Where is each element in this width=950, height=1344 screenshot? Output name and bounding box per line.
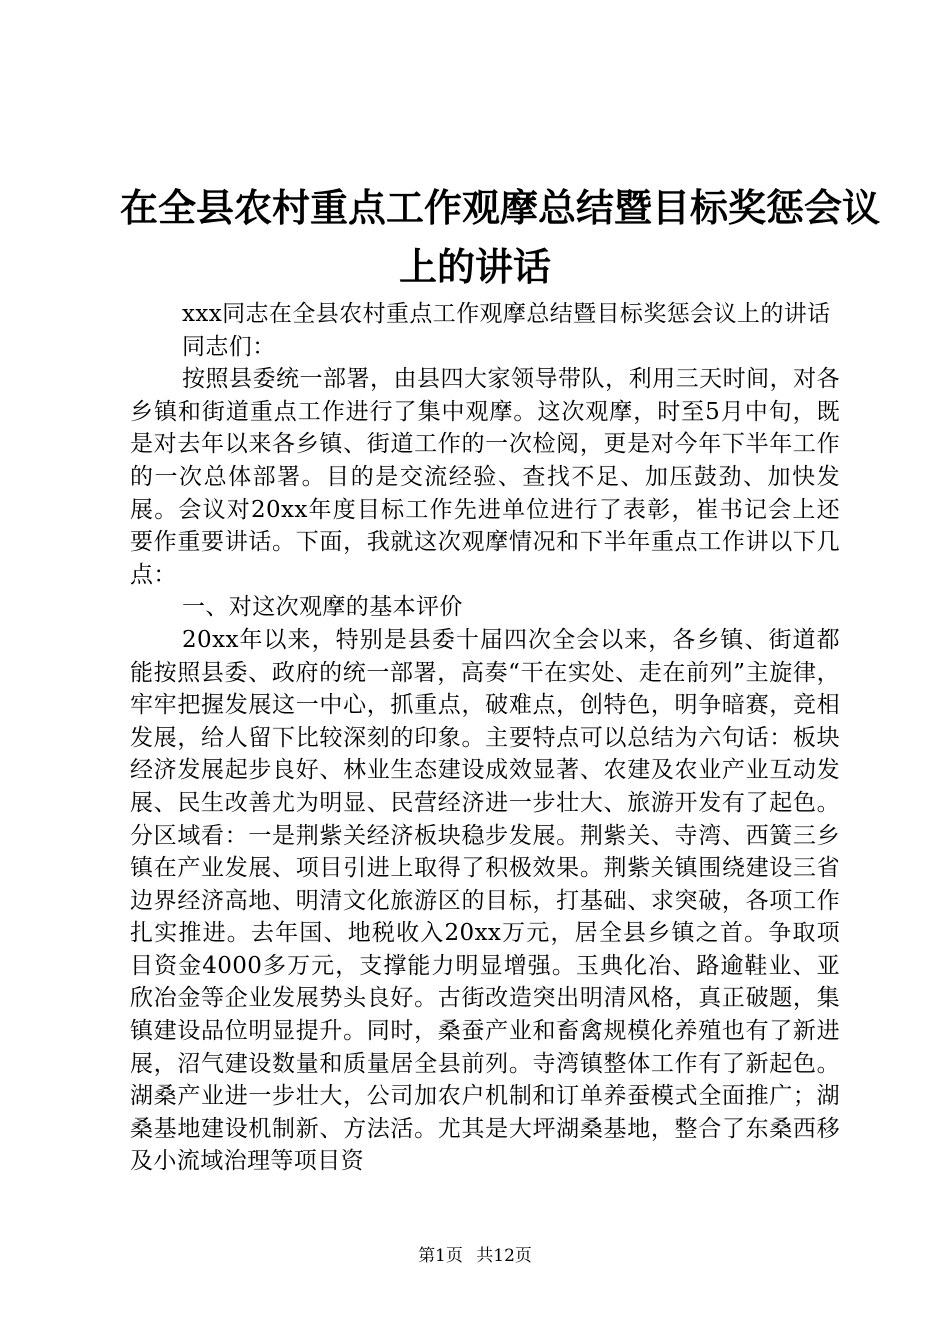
- paragraph-salutation: 同志们：: [182, 333, 276, 360]
- document-title-line-2: 上的讲话: [398, 245, 551, 289]
- page-footer: [0, 1245, 950, 1267]
- paragraph-evaluation: 20xx年以来，特别是县委十届四次全会以来，各乡镇、街道都能按照县委、政府的统一部署，高奏“干在实处、走在前列”主旋律，牢牢把握发展这一中心，抓重点，破难点，创特色，明争暗赛，竞相发展，给人留下比较深刻的印象。主要特点可以总结为六句话：板块经济发展起步良好、林业生态建设成效显著、农建及农业产业互动发展、民生改善尤为明显、民营经济进一步壮大、旅游开发有了起色。分区域看：一是荆紫关经济板块稳步发展。荆紫关、寺湾、西簧三乡镇在产业发展、项目引进上取得了积极效果。荆紫关镇围绕建设三省边界经济高地、明清文化旅游区的目标，打基础、求突破，各项工作扎实推进。去年国、地税收入20xx万元，居全县乡镇之首。争取项目资金4000多万元，支撑能力明显增强。玉典化冶、路逾鞋业、亚欣冶金等企业发展势头良好。古街改造突出明清风格，真正破题，集镇建设品位明显提升。同时，桑蚕产业和畜禽规模化养殖也有了新进展，沼气建设数量和质量居全县前列。寺湾镇整体工作有了新起色。湖桑产业进一步壮大，公司加农户机制和订单养蚕模式全面推广；湖桑基地建设机制新、方法活。尤其是大坪湖桑基地，整合了东桑西移及小流域治理等项目资: [130, 626, 840, 1175]
- paragraph-subtitle: xxx同志在全县农村重点工作观摩总结暨目标奖惩会议上的讲话: [182, 301, 831, 327]
- section-heading: 一、对这次观摩的基本评价: [182, 594, 463, 621]
- page-total: 共12页: [476, 1246, 532, 1266]
- document-title-line-1: 在全县农村重点工作观摩总结暨目标奖惩会议: [120, 186, 881, 230]
- document-body: [130, 298, 840, 1178]
- page-number: 第1页: [418, 1246, 463, 1266]
- paragraph-intro: 按照县委统一部署，由县四大家领导带队，利用三天时间，对各乡镇和街道重点工作进行了集中观摩。这次观摩，时至5月中旬，既是对去年以来各乡镇、街道工作的一次检阅，更是对今年下半年工作的一次总体部署。目的是交流经验、查找不足、加压鼓劲、加快发展。会议对20xx年度目标工作先进单位进行了表彰，崔书记会上还要作重要讲话。下面，我就这次观摩情况和下半年重点工作讲以下几点：: [130, 366, 840, 588]
